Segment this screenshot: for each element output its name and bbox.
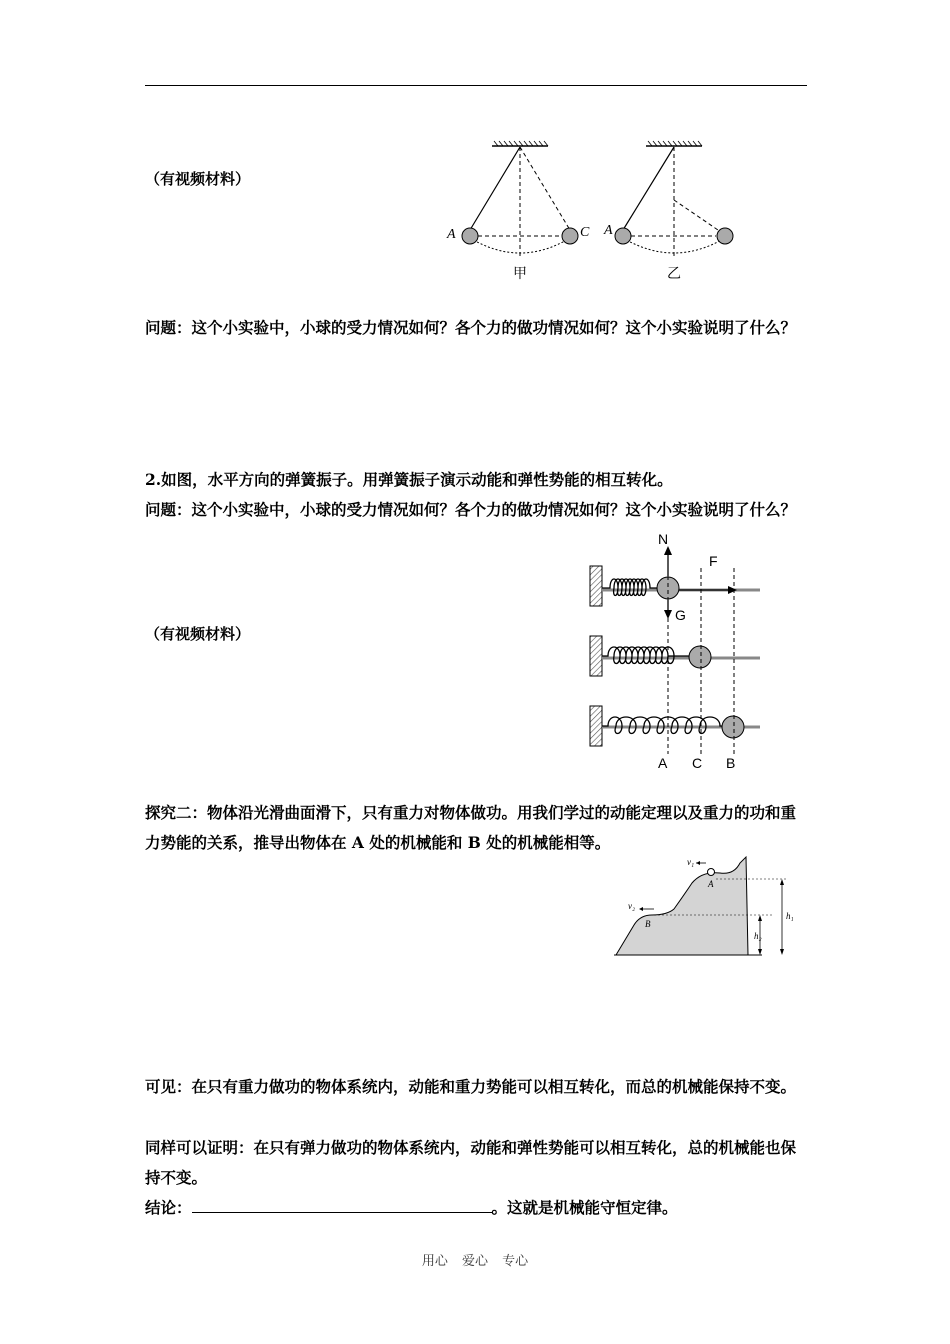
spring-oscillator-diagram [580,528,780,778]
result-label: 结论： [145,1198,192,1217]
explore-2: 探究二：物体沿光滑曲面滑下，只有重力对物体做功。用我们学过的动能定理以及重力的功和重力势能的关系，推导出物体在 A 处的机械能和 B 处的机械能相等。 [145,803,797,852]
label-pos-b: B [726,755,736,771]
label-b: B [645,919,651,929]
label-h2: h₂ [754,931,762,941]
conclusion-elastic: 同样可以证明：在只有弹力做功的物体系统内，动能和弹性势能可以相互转化，总的机械能也保持不变。 [145,1138,797,1187]
pendulum-diagram [430,138,750,288]
label-v2: v₂ [628,901,636,911]
result-line [145,1193,678,1223]
label-g: G [675,607,686,623]
label-h1: h₁ [786,911,794,921]
label-a: A [447,227,456,242]
result-tail: 。这就是机械能守恒定律。 [491,1198,678,1217]
caption-yi: 乙 [667,265,681,281]
label-v1: v₁ [687,857,695,867]
caption-jia: 甲 [513,265,527,281]
question-1: 问题：这个小实验中，小球的受力情况如何？各个力的做功情况如何？这个小实验说明了什么？ [145,318,797,337]
label-c: C [580,225,590,240]
page-footer: 用心 爱心 专心 [421,1254,529,1269]
label-pos-a: A [658,755,668,771]
label-pos-c: C [692,755,703,771]
question-2: 问题：这个小实验中，小球的受力情况如何？各个力的做功情况如何？这个小实验说明了什么？ [145,500,797,519]
label-n: N [658,531,669,547]
video-note-2: （有视频材料） [145,625,251,643]
answer-blank[interactable] [192,1194,492,1213]
label-f: F [709,553,718,569]
video-note-1: （有视频材料） [145,170,251,188]
label-a2: A [604,223,613,238]
label-a: A [708,879,714,889]
header-rule [145,85,807,86]
conclusion-gravity: 可见：在只有重力做功的物体系统内，动能和重力势能可以相互转化，而总的机械能保持不变。 [145,1077,797,1096]
curved-surface-diagram [612,853,797,959]
item-2: 2.如图，水平方向的弹簧振子。用弹簧振子演示动能和弹性势能的相互转化。 [145,470,673,489]
